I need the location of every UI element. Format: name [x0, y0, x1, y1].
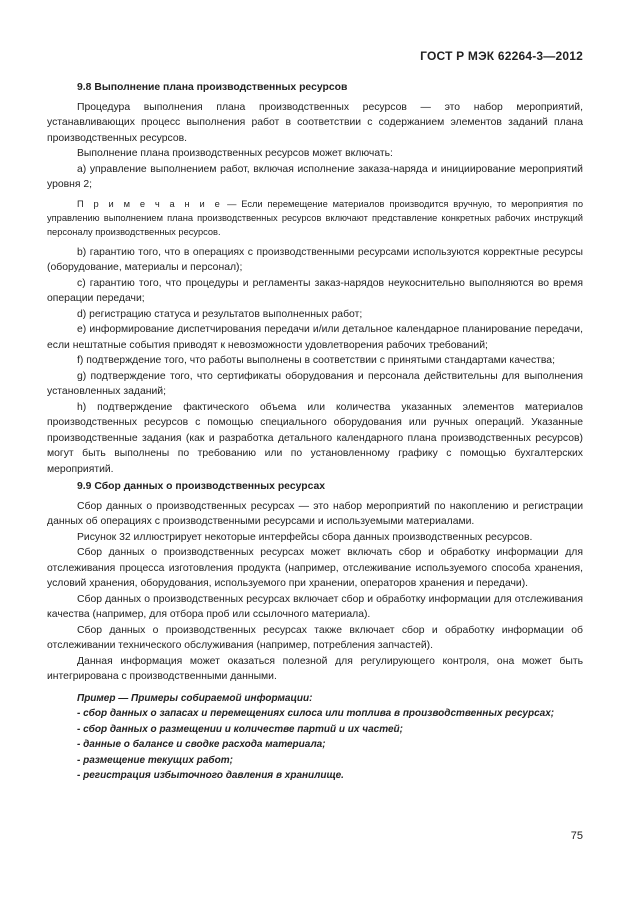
list-item-h: h) подтверждение фактического объема или количества указанных элементов материалов производственных ресурсов с помощью специального оборудования или ручных операций. Указанные производственные задания (как и разработка детального календарного плана производственных ресурсов) могут быть выполнены по требованию или по установленному графику с помощью бухгалтерских мероприятий.	[47, 401, 583, 475]
list-item-b: b) гарантию того, что в операциях с производственными ресурсами используются корректные ресурсы (оборудование, материалы и персонал);	[47, 246, 583, 273]
list-item-c: c) гарантию того, что процедуры и регламенты заказ-нарядов неукоснительно выполняются во время операции передачи;	[47, 277, 583, 304]
list-item-d: d) регистрацию статуса и результатов выполненных работ;	[77, 308, 363, 320]
note	[47, 197, 583, 239]
example-item: - данные о балансе и сводке расхода материала;	[77, 739, 326, 750]
paragraph: Сбор данных о производственных ресурсах — это набор мероприятий по накоплению и регистрации данных об операциях с производственными ресурсами и используемыми материалами.	[47, 500, 583, 527]
paragraph: Процедура выполнения плана производственных ресурсов — это набор мероприятий, устанавливающих процесс выполнения работ в соответствии с содержанием элементов заданий плана производственных ресурсов.	[47, 101, 583, 144]
paragraph: Сбор данных о производственных ресурсах может включать сбор и обработку информации для отслеживания процесса изготовления продукта (например, отслеживание используемого способа хранения, условий хранения, оборудования, используемого при хранении, операторов хранения и передачи).	[47, 547, 583, 589]
paragraph: Выполнение плана производственных ресурсов может включать:	[77, 148, 393, 159]
document-header: ГОСТ Р МЭК 62264-3—2012	[420, 49, 583, 63]
note-text: — Если перемещение материалов производится вручную, то мероприятия по управлению выполнением плана производственных ресурсов включают представление конкретных рабочих инструкций персоналу производственных ресурсов.	[47, 198, 583, 237]
list-item-g: g) подтверждение того, что сертификаты оборудования и персонала действительны для выполнения установленных заданий;	[47, 370, 583, 397]
example-item: - регистрация избыточного давления в хранилище.	[77, 770, 344, 781]
list-item-f: f) подтверждение того, что работы выполнены в соответствии с принятыми стандартами качества;	[77, 355, 555, 366]
note-label: П р и м е ч а н и е	[77, 198, 223, 209]
list-item-a: а) управление выполнением работ, включая исполнение заказа-наряда и инициирование мероприятий уровня 2;	[47, 163, 583, 190]
paragraph: Сбор данных о производственных ресурсах включает сбор и обработку информации для отслеживания качества (например, для отбора проб или ссылочного материала).	[47, 593, 583, 620]
paragraph: Данная информация может оказаться полезной для регулирующего контроля, она может быть интегрирована с производственными данными.	[47, 655, 583, 682]
example-item: - размещение текущих работ;	[77, 754, 233, 766]
page-number: 75	[570, 830, 583, 842]
paragraph: Сбор данных о производственных ресурсах также включает сбор и обработку информации об отслеживании технического обслуживания (например, потребления запчастей).	[47, 624, 583, 651]
example-title: Пример — Примеры собираемой информации:	[77, 692, 313, 704]
page-body	[47, 80, 583, 784]
list-item-e: e) информирование диспетчирования передачи и/или детальное календарное планирование передачи, если нештатные события приводят к невозможности удовлетворения рабочих требований;	[47, 324, 583, 351]
example-item: - сбор данных о запасах и перемещениях силоса или топлива в производственных ресурсах;	[77, 708, 555, 719]
section-heading-9-8: 9.8 Выполнение плана производственных ресурсов	[77, 82, 348, 93]
section-heading-9-9: 9.9 Сбор данных о производственных ресурсах	[77, 481, 326, 492]
paragraph: Рисунок 32 иллюстрирует некоторые интерфейсы сбора данных производственных ресурсов.	[77, 531, 533, 543]
example-item: - сбор данных о размещении и количестве партий и их частей;	[77, 723, 403, 735]
